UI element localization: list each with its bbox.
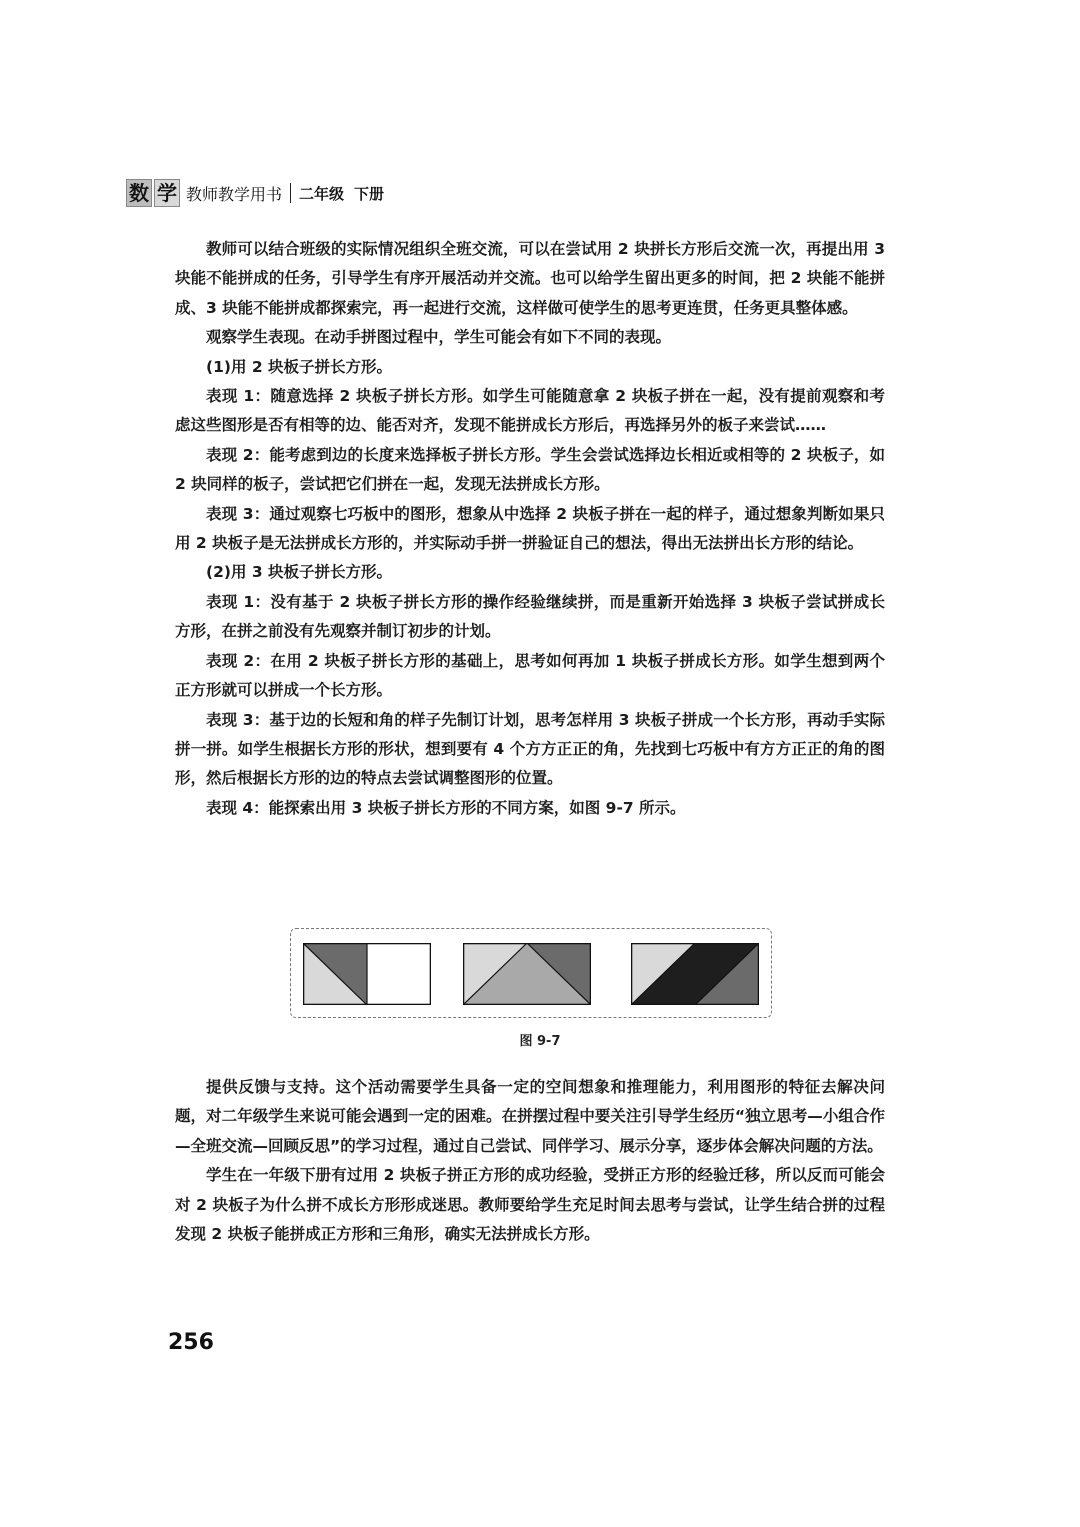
figure-9-7 bbox=[290, 928, 772, 1018]
rectangle-solution-3 bbox=[631, 943, 759, 1005]
page-number: 256 bbox=[168, 1330, 214, 1355]
logo-char-xue: 学 bbox=[154, 179, 180, 207]
paragraph: 学生在一年级下册有过用 2 块板子拼正方形的成功经验，受拼正方形的经验迁移，所以反而可能会对 2 块板子为什么拼不成长方形形成迷思。教师要给学生充足时间去思考与尝试，让学生结合拼的过程发现 2 块板子能拼成正方形和三角形，确实无法拼成长方形。 bbox=[175, 1166, 885, 1244]
rectangle-solution-2 bbox=[463, 943, 591, 1005]
header-divider bbox=[290, 183, 291, 203]
paragraph: (1)用 2 块板子拼长方形。 bbox=[206, 357, 393, 376]
paragraph: 表现 1：没有基于 2 块板子拼长方形的操作经验继续拼，而是重新开始选择 3 块板子尝试拼成长方形，在拼之前没有先观察并制订初步的计划。 bbox=[175, 592, 885, 641]
grade-volume bbox=[299, 183, 384, 204]
logo-char-shu: 数 bbox=[126, 179, 152, 207]
subject-logo bbox=[126, 179, 180, 207]
rectangle-solution-1 bbox=[303, 943, 431, 1005]
body-text-top bbox=[175, 235, 885, 823]
paragraph: (2)用 3 块板子拼长方形。 bbox=[206, 563, 393, 582]
body-text-bottom bbox=[175, 1073, 885, 1249]
paragraph: 表现 3：通过观察七巧板中的图形，想象从中选择 2 块板子拼在一起的样子，通过想象判断如果只用 2 块板子是无法拼成长方形的，并实际动手拼一拼验证自己的想法，得出无法拼出长方形的结论。 bbox=[175, 504, 885, 553]
white-square bbox=[367, 943, 431, 1005]
paragraph: 提供反馈与支持。这个活动需要学生具备一定的空间想象和推理能力，利用图形的特征去解决问题，对二年级学生来说可能会遇到一定的困难。在拼摆过程中要关注引导学生经历“独立思考—小组合作—全班交流—回顾反思”的学习过程，通过自己尝试、同伴学习、展示分享，逐步体会解决问题的方法。 bbox=[175, 1078, 885, 1155]
figure-caption: 图 9-7 bbox=[519, 1034, 561, 1049]
running-header bbox=[126, 178, 384, 208]
book-title: 教师教学用书 bbox=[186, 184, 283, 204]
paragraph: 观察学生表现。在动手拼图过程中，学生可能会有如下不同的表现。 bbox=[206, 328, 672, 347]
paragraph: 表现 2：能考虑到边的长度来选择板子拼长方形。学生会尝试选择边长相近或相等的 2 块板子，如 2 块同样的板子，尝试把它们拼在一起，发现无法拼成长方形。 bbox=[175, 445, 885, 494]
paragraph: 表现 2：在用 2 块板子拼长方形的基础上，思考如何再加 1 块板子拼成长方形。如学生想到两个正方形就可以拼成一个长方形。 bbox=[175, 651, 885, 700]
paragraph: 教师可以结合班级的实际情况组织全班交流，可以在尝试用 2 块拼长方形后交流一次，再提出用 3 块能不能拼成的任务，引导学生有序开展活动并交流。也可以给学生留出更多的时间，把 2 块能不能拼成、3 块能不能拼成都探索完，再一起进行交流，这样做可使学生的思考更连贯，任务更具整体感。 bbox=[175, 240, 885, 317]
paragraph: 表现 1：随意选择 2 块板子拼长方形。如学生可能随意拿 2 块板子拼在一起，没有提前观察和考虑这些图形是否有相等的边、能否对齐，发现不能拼成长方形后，再选择另外的板子来尝试…… bbox=[175, 387, 885, 435]
volume-label: 下册 bbox=[354, 184, 385, 203]
grade-label: 二年级 bbox=[299, 184, 345, 203]
paragraph: 表现 3：基于边的长短和角的样子先制订计划，思考怎样用 3 块板子拼成一个长方形，再动手实际拼一拼。如学生根据长方形的形状，想到要有 4 个方方正正的角，先找到七巧板中有方方正正的角的图形，然后根据长方形的边的特点去尝试调整图形的位置。 bbox=[175, 710, 885, 788]
paragraph: 表现 4：能探索出用 3 块板子拼长方形的不同方案，如图 9-7 所示。 bbox=[206, 798, 686, 817]
